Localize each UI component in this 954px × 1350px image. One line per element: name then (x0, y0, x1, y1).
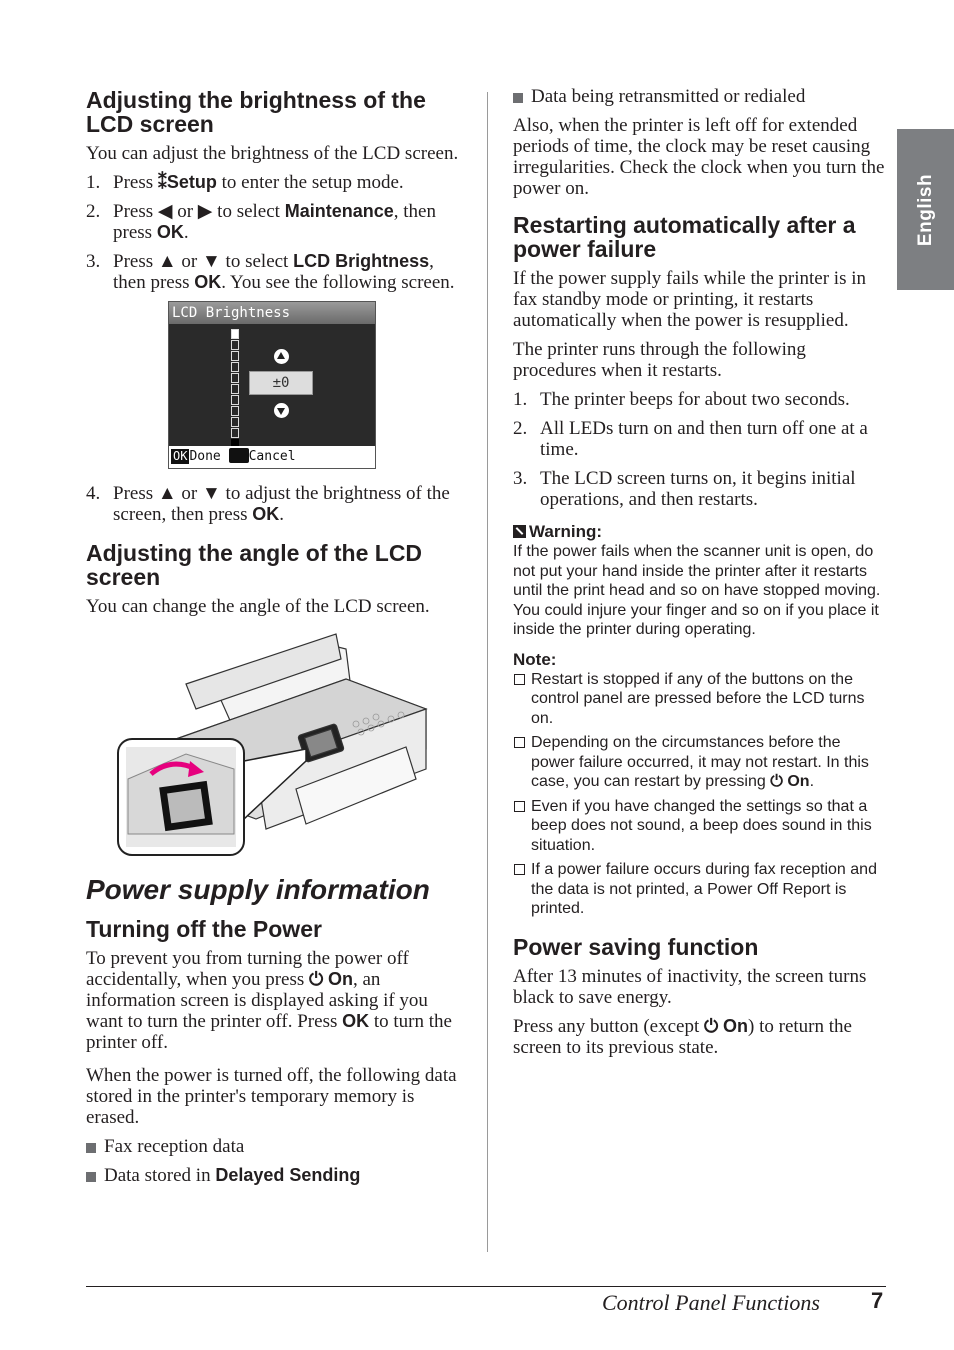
level-bar (231, 417, 239, 427)
step-text: , then press (113, 251, 434, 293)
step-text: Press ▲ or ▼ to adjust the brightness of the screen, then press (113, 483, 450, 525)
level-bar (231, 384, 239, 394)
step-number: 3. (86, 251, 101, 272)
para-saving: After 13 minutes of inactivity, the screen turns black to save energy. (513, 965, 867, 1008)
note-list (513, 670, 888, 919)
back-icon (229, 448, 249, 463)
step-4 (86, 483, 464, 525)
ok-chip-icon: OK (173, 449, 188, 463)
level-bar (231, 351, 239, 361)
step-number: 3. (513, 468, 528, 489)
restart-step-2 (513, 418, 888, 460)
level-bar (231, 406, 239, 416)
printer-illustration (116, 629, 446, 861)
warning-heading (513, 522, 888, 542)
step-text: , then press (113, 201, 436, 243)
bullet-retransmitted: Data being retransmitted or redialed (513, 86, 888, 107)
para-erased: When the power is turned off, the following data stored in the printer's temporary memory is erased. (86, 1065, 457, 1128)
step-text: All LEDs turn on and then turn off one at a time. (540, 418, 868, 460)
lcd-footer (169, 446, 375, 468)
brightness-value: ±0 (249, 371, 313, 395)
lcd-brightness-screen (168, 301, 376, 469)
heading-power-supply: Power supply information (86, 874, 430, 905)
down-arrow-icon (274, 403, 289, 418)
erased-data-list-cont (513, 86, 888, 107)
bullet-delayed-sending (86, 1165, 464, 1186)
delayed-sending-keyword: Delayed Sending (215, 1165, 361, 1185)
level-bar (231, 395, 239, 405)
heading-turn-off: Turning off the Power (86, 916, 322, 942)
note-item-1: Restart is stopped if any of the buttons on the control panel are pressed before the LCD turns on. (513, 670, 888, 729)
power-icon: ⏻ (309, 969, 324, 989)
ok-keyword: OK (194, 272, 222, 292)
restart-step-1 (513, 389, 888, 410)
text: To prevent you from turning the power off accidentally, when you press (86, 948, 409, 990)
language-tab (897, 129, 954, 290)
left-column (86, 84, 464, 1194)
brightness-steps (86, 172, 464, 293)
text: Press any button (except (513, 1015, 705, 1037)
step-text: The printer beeps for about two seconds. (540, 389, 850, 410)
note-label: Note: (513, 649, 557, 669)
column-divider (487, 92, 488, 1252)
heading-restart: Restarting automatically after a power failure (513, 212, 856, 262)
note-item-2 (513, 733, 888, 792)
warning-icon (513, 525, 526, 538)
para-clock: Also, when the printer is left off for extended periods of time, the clock may be reset causing irregularities. Check the clock when you turn the power on. (513, 115, 885, 199)
para-restart: If the power supply fails while the printer is in fax standby mode or printing, it restarts automatically when the power is resupplied. (513, 268, 867, 331)
text: Depending on the circumstances before the power failure occurred, it may not restart. In this case, you can restart by pressing (531, 734, 869, 790)
step-number: 1. (86, 172, 101, 193)
ok-keyword: OK (156, 222, 184, 242)
step-text: Press ▲ or ▼ to select (113, 251, 294, 272)
ok-keyword: OK (252, 504, 280, 524)
para-turn-off (86, 948, 464, 1053)
step-text: . (279, 504, 285, 525)
level-bar (231, 329, 239, 339)
step-number: 1. (513, 389, 528, 410)
para-press-button (513, 1016, 888, 1058)
step-number: 2. (86, 201, 101, 222)
heading-angle: Adjusting the angle of the LCD screen (86, 540, 423, 590)
done-label: Done (189, 449, 221, 464)
erased-data-list (86, 1136, 464, 1186)
maintenance-keyword: Maintenance (284, 201, 394, 221)
text: , an information screen is displayed asking if you want to turn the printer off. Press (86, 969, 428, 1032)
text: ) to return the screen to its previous state. (513, 1015, 852, 1058)
step-text: . You see the following screen. (221, 272, 455, 293)
footer-section-title: Control Panel Functions (602, 1290, 820, 1315)
text: Data stored in (104, 1165, 216, 1186)
para-brightness: You can adjust the brightness of the LCD screen. (86, 143, 459, 164)
page-number: 7 (871, 1288, 884, 1313)
warning-label: Warning: (529, 522, 603, 541)
level-bar (231, 373, 239, 383)
step-text: Press (113, 172, 158, 193)
step-text: to enter the setup mode. (216, 172, 404, 193)
level-bar (231, 340, 239, 350)
note-item-3: Even if you have changed the settings so that a beep does not sound, a beep does sound in this situation. (513, 797, 888, 856)
para-angle: You can change the angle of the LCD screen. (86, 596, 430, 617)
up-arrow-icon (274, 349, 289, 364)
footer-rule (86, 1286, 886, 1287)
level-bar (231, 428, 239, 438)
level-bar (231, 362, 239, 372)
warning-text: If the power fails when the scanner unit is open, do not put your hand inside the printer after it restarts until the print head and so on have stopped moving. You could injure your finger and so on if you place it inside the printer during operating. (513, 543, 881, 638)
bullet-fax-reception: Fax reception data (86, 1136, 464, 1157)
setup-icon: ⁑ (157, 172, 167, 192)
note-box (513, 650, 888, 919)
restart-step-3 (513, 468, 888, 510)
right-column (513, 84, 888, 1066)
restart-steps (513, 389, 888, 510)
power-icon: ⏻ (770, 773, 783, 790)
setup-keyword: Setup (166, 172, 217, 192)
on-keyword: On (328, 969, 353, 989)
step-number: 4. (86, 483, 101, 504)
step-1 (86, 172, 464, 193)
on-keyword: On (723, 1015, 749, 1036)
step-2 (86, 201, 464, 243)
lcd-title: LCD Brightness (169, 302, 375, 324)
note-item-4: If a power failure occurs during fax reception and the data is not printed, a Power Off Report is printed. (513, 860, 888, 919)
power-icon: ⏻ (704, 1015, 719, 1036)
text: to turn the printer off. (86, 1011, 452, 1053)
brightness-level-bars (231, 329, 240, 450)
heading-brightness: Adjusting the brightness of the LCD screen (86, 87, 426, 137)
heading-power-saving: Power saving function (513, 933, 759, 960)
step-text: The LCD screen turns on, it begins initial operations, and then restarts. (540, 468, 856, 510)
warning-box (513, 522, 888, 640)
cancel-label: Cancel (248, 449, 296, 464)
step-text: Press ◀ or ▶ to select (113, 201, 285, 222)
para-procedures: The printer runs through the following procedures when it restarts. (513, 339, 806, 381)
step-number: 2. (513, 418, 528, 439)
step-3 (86, 251, 464, 293)
step-text: . (183, 222, 189, 243)
language-tab-label: English (914, 173, 936, 246)
text: . (809, 773, 815, 790)
brightness-steps-cont (86, 483, 464, 525)
ok-keyword: OK (342, 1011, 370, 1031)
on-keyword: On (787, 773, 810, 790)
lcd-brightness-keyword: LCD Brightness (293, 251, 430, 271)
